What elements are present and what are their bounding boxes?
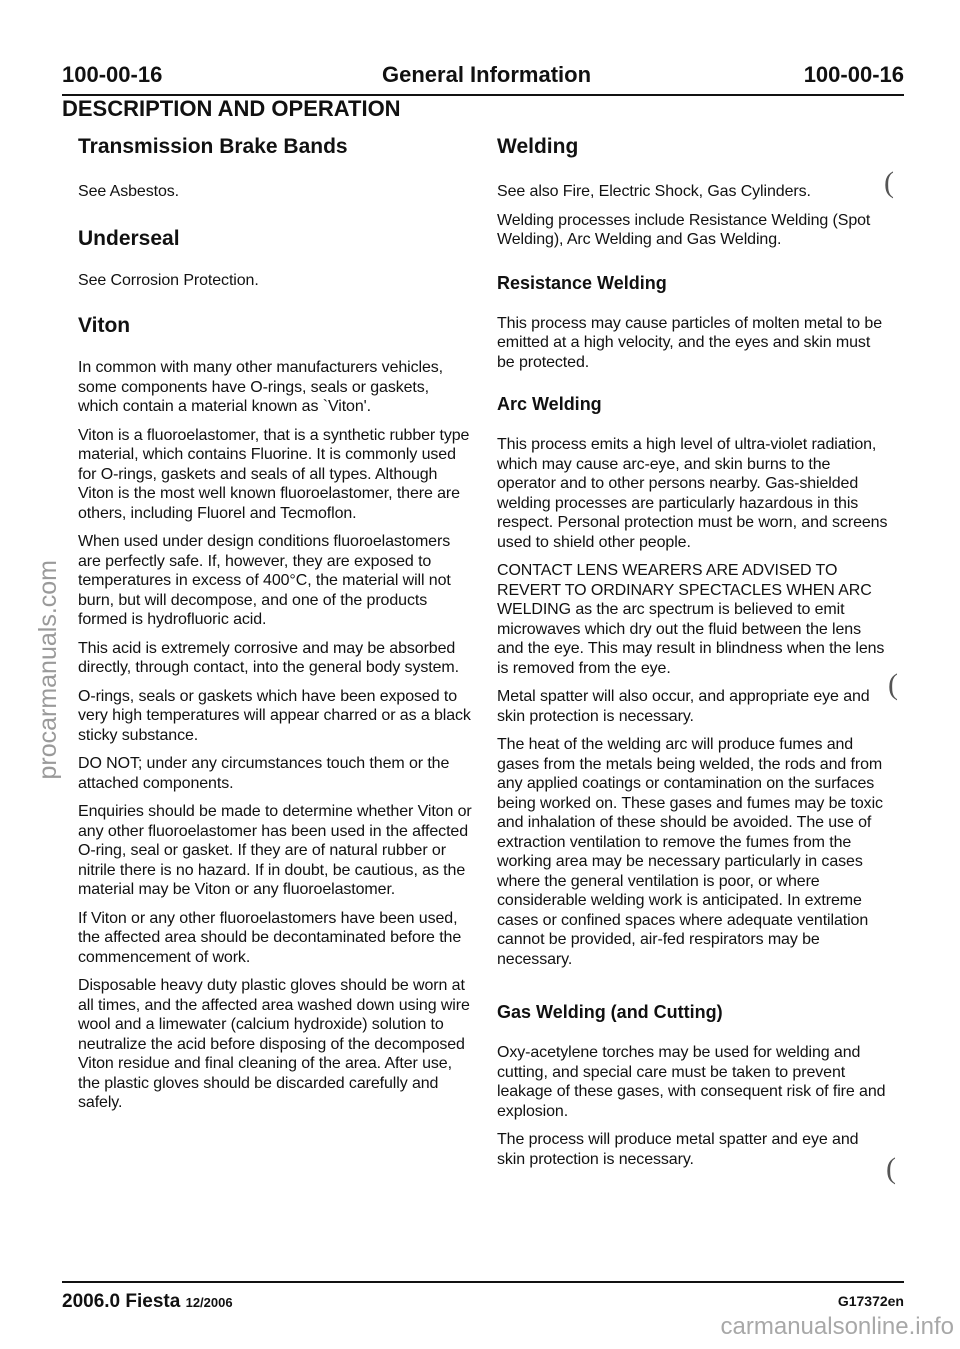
paragraph-arc-1: This process emits a high level of ultra-violet radiation, which may cause arc-eye, and skin burns to the operator and to other persons nearby. Gas-shielded welding processes are particularly hazardous in this respect. Personal protection must be worn, and screens used to shield other people. [497,436,888,551]
heading-welding: Welding [497,135,579,158]
heading-gas-welding: Gas Welding (and Cutting) [497,1002,723,1022]
paragraph-viton-7: Enquiries should be made to determine whether Viton or any other fluoroelastomer has been used in the affected O-ring, seal or gasket. If they are of natural rubber or nitrile there is no hazard. If in doubt, be cautious, as the material may be Viton or any fluoroelastomer. [78,803,472,898]
heading-underseal: Underseal [78,226,180,250]
paragraph-brake-bands: See Asbestos. [78,183,179,200]
margin-bracket-mark: ( [888,668,898,701]
paragraph-welding-processes: Welding processes include Resistance Welding (Spot Welding), Arc Welding and Gas Welding. [497,211,871,248]
page-header [62,58,904,96]
header-title: General Information [382,62,592,87]
bottom-watermark: carmanualsonline.info [720,1313,954,1340]
paragraph-viton-5: O-rings, seals or gaskets which have been exposed to very high temperatures will appear charred or as a black sticky substance. [78,687,471,744]
right-column [497,135,889,1169]
footer-code: G17372en [837,1293,904,1309]
margin-bracket-mark: ( [886,1152,896,1185]
side-watermark [0,560,62,780]
paragraph-underseal: See Corrosion Protection. [78,271,259,289]
footer-date: 12/2006 [185,1295,233,1310]
page-number-left: 100-00-16 [62,62,163,87]
paragraph-see-also: See also Fire, Electric Shock, Gas Cylinders. [497,183,811,200]
paragraph-gas-2: The process will produce metal spatter and eye and skin protection is necessary. [497,1131,859,1168]
paragraph-resistance: This process may cause particles of molten metal to be emitted at a high velocity, and the eyes and skin must be protected. [497,314,882,371]
page-footer [62,1281,904,1313]
footer-model [62,1291,233,1313]
paragraph-gas-1: Oxy-acetylene torches may be used for welding and cutting, and special care must be taken to prevent leakage of these gases, with consequent risk of fire and explosion. [497,1044,886,1120]
paragraph-arc-4: The heat of the welding arc will produce fumes and gases from the metals being welded, the rods and from any applied coatings or contamination on the surfaces being worked on. These gases and fumes may be toxic and inhalation of these should be avoided. The use of extraction ventilation to remove the fumes from the working area may be necessary particularly in cases where the general ventilation is poor, or where considerable welding work is anticipated. In extreme cases or confined spaces where adequate ventilation cannot be provided, air-fed respirators may be necessary. [497,736,883,968]
section-title: DESCRIPTION AND OPERATION [62,96,401,121]
paragraph-viton-1: In common with many other manufacturers vehicles, some components have O-rings, seals or gaskets, which contain a material known as `Viton'. [78,359,444,415]
paragraph-viton-2: Viton is a fluoroelastomer, that is a synthetic rubber type material, which contains Fluorine. It is commonly used for O-rings, gaskets and seals of all types. Although Viton is the most well known fluoroelastomer, there are others, including Fluorel and Tecmoflon. [78,426,470,522]
left-column [78,135,473,1113]
paragraph-arc-3: Metal spatter will also occur, and appropriate eye and skin protection is necessary. [497,688,870,725]
paragraph-viton-4: This acid is extremely corrosive and may be absorbed directly, through contact, into the general body system. [78,639,459,676]
paragraph-viton-8: If Viton or any other fluoroelastomers have been used, the affected area should be decontaminated before the commencement of work. [78,909,462,966]
margin-bracket-mark: ( [884,166,894,199]
heading-resistance-welding: Resistance Welding [497,272,667,293]
paragraph-viton-3: When used under design conditions fluoroelastomers are perfectly safe. If, however, they are exposed to temperatures in excess of 400°C, the material will not burn, but will decompose, and one of the products formed is hydrofluoric acid. [78,533,451,628]
paragraph-arc-2: CONTACT LENS WEARERS ARE ADVISED TO REVERT TO ORDINARY SPECTACLES WHEN ARC WELDING as the arc spectrum is believed to emit microwaves which dry out the fluid between the lens and the eye. This may result in blindness when the lens is removed from the eye. [497,562,885,677]
heading-viton: Viton [78,314,131,337]
paragraph-viton-6: DO NOT; under any circumstances touch them or the attached components. [78,755,450,792]
page-number-right: 100-00-16 [803,62,904,87]
footer-model-name: 2006.0 Fiesta [62,1291,181,1312]
paragraph-viton-9: Disposable heavy duty plastic gloves should be worn at all times, and the affected area washed down using wire wool and a limewater (calcium hydroxide) solution to neutralize the acid before disposing of the decomposed Viton residue and final cleaning of the area. After use, the plastic gloves should be discarded carefully and safely. [78,977,470,1111]
heading-arc-welding: Arc Welding [497,394,602,414]
heading-transmission-brake-bands: Transmission Brake Bands [78,135,348,158]
side-watermark-text: procarmanuals.com [34,560,62,780]
